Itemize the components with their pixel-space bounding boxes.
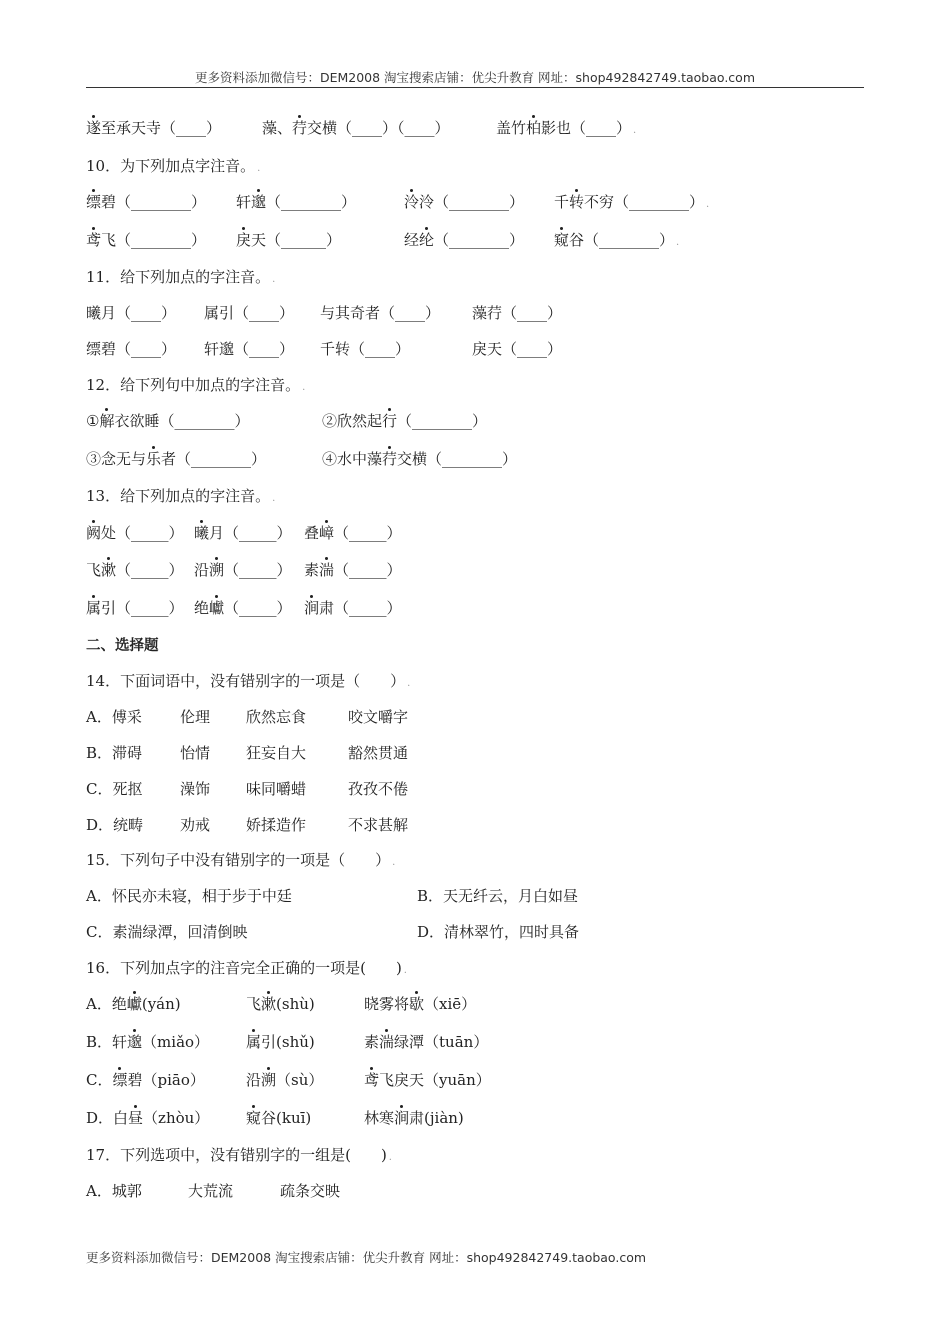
- q11-title: 11．给下列加点的字注音。 .: [86, 268, 276, 286]
- q17-title: 17．下列选项中，没有错别字的一组是( ) .: [86, 1146, 392, 1164]
- section-heading: 二、选择题: [86, 638, 159, 654]
- q14-title: 14．下面词语中，没有错别字的一项是（ ） .: [86, 672, 411, 690]
- q11-item: 戾天（____）: [472, 340, 563, 358]
- q9-item-2: 藻、荇交横（____）（____）: [262, 119, 450, 137]
- q13-item: 涧肃（_____）: [304, 599, 402, 617]
- q10-item: 缥碧（________）: [86, 193, 207, 211]
- q13-title: 13．给下列加点的字注音。 .: [86, 487, 276, 505]
- q12-item: ②欣然起行（________）: [322, 412, 488, 430]
- q11-item: 曦月（____）: [86, 304, 177, 322]
- q10-item: 戾天（______）: [236, 231, 342, 249]
- page-header: 更多资料添加微信号：DEM2008 淘宝搜索店铺：优尖升教育 网址：shop492842749.taobao.com: [194, 70, 756, 85]
- q16-title: 16．下列加点字的注音完全正确的一项是( ) .: [86, 959, 407, 977]
- q13-item: 阙处（_____）: [86, 524, 184, 542]
- q9-item-3: 盖竹柏影也（____） .: [496, 119, 637, 137]
- q15-title: 15．下列句子中没有错别字的一项是（ ） .: [86, 851, 396, 869]
- q13-item: 叠嶂（_____）: [304, 524, 402, 542]
- q15-option-a: A．怀民亦未寝，相于步于中廷: [86, 887, 292, 905]
- q12-title: 12．给下列句中加点的字注音。 .: [86, 376, 306, 394]
- q12-item: ④水中藻荇交横（________）: [322, 450, 518, 468]
- q10-item: 轩邈（________）: [236, 193, 357, 211]
- q12-item: ③念无与乐者（________）: [86, 450, 267, 468]
- q13-item: 曦月（_____）: [194, 524, 292, 542]
- q13-item: 属引（_____）: [86, 599, 184, 617]
- q15-option-c: C．素湍绿潭，回清倒映: [86, 923, 248, 941]
- q10-item: 经纶（________）: [404, 231, 525, 249]
- q11-item: 轩邈（____）: [204, 340, 295, 358]
- q11-item: 属引（____）: [204, 304, 295, 322]
- q10-item: 千转不穷（________） .: [554, 193, 710, 211]
- q13-item: 素湍（_____）: [304, 561, 402, 579]
- q15-option-b: B．天无纤云，月白如昼: [417, 887, 579, 905]
- q11-item: 与其奇者（____）: [320, 304, 441, 322]
- q11-item: 藻荇（____）: [472, 304, 563, 322]
- q13-item: 绝巘（_____）: [194, 599, 292, 617]
- q10-title: 10．为下列加点字注音。 .: [86, 157, 261, 175]
- q11-item: 千转（____）: [320, 340, 411, 358]
- q13-item: 沿溯（_____）: [194, 561, 292, 579]
- header-divider: [86, 87, 864, 88]
- page-footer: 更多资料添加微信号：DEM2008 淘宝搜索店铺：优尖升教育 网址：shop492842749.taobao.com: [86, 1250, 647, 1265]
- q11-item: 缥碧（____）: [86, 340, 177, 358]
- q10-item: 鸢飞（________）: [86, 231, 207, 249]
- q13-item: 飞漱（_____）: [86, 561, 184, 579]
- q10-item: 窥谷（________） .: [554, 231, 680, 249]
- q15-option-d: D．清林翠竹，四时具备: [417, 923, 580, 941]
- q12-item: ①解衣欲睡（________）: [86, 412, 250, 430]
- q9-item-1: 遂至承天寺（____）: [86, 119, 222, 137]
- q10-item: 泠泠（________）: [404, 193, 525, 211]
